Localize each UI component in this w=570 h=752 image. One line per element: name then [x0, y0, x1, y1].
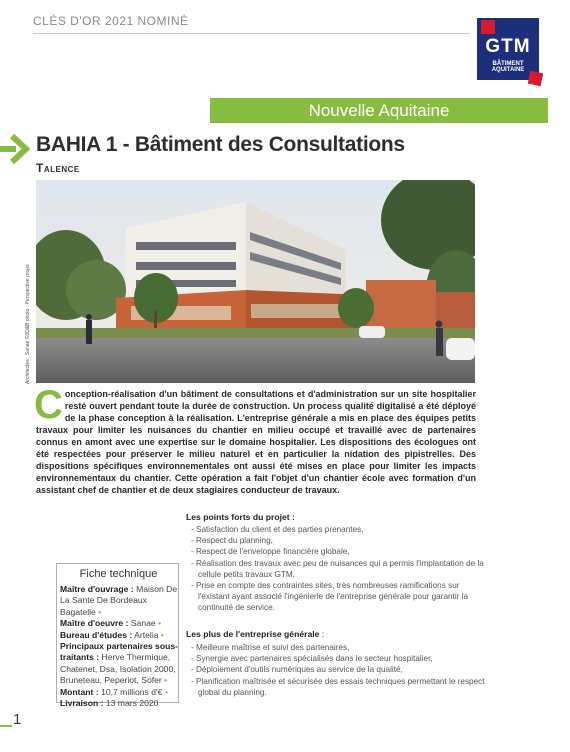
list-item: - Satisfaction du client et des parties prenantes, [191, 525, 364, 534]
region-banner: Nouvelle Aquitaine [210, 98, 548, 123]
intro-paragraph [34, 383, 476, 496]
project-rendering-image [36, 180, 475, 383]
fiche-item-amount: Montant : 10,7 millions d'€ • [60, 686, 168, 697]
list-item: - Réalisation des travaux avec peu de nuisances qui a permis l'implantation de la cellule petits travaux GTM, [191, 558, 484, 579]
list-item: - Respect de l'enveloppe financière globale, [191, 547, 350, 557]
fiche-item-delivery: Livraison : 13 mars 2020 [60, 698, 159, 709]
advantages-title: Les plus de l'entreprise générale : [186, 629, 325, 639]
logo-red-square [481, 20, 495, 34]
award-label: CLÉS D'OR 2021 NOMINÉ [33, 14, 189, 28]
logo-cube-icon [528, 71, 543, 86]
list-item: - Respect du planning, [191, 536, 273, 546]
footer-accent-line [0, 725, 12, 727]
arrow-right-icon [0, 133, 30, 165]
technical-sheet-body [60, 584, 180, 709]
fiche-item-owner: Maître d'ouvrage : Maison De La Sante De Bordeaux Bagatelle • [60, 584, 178, 617]
logo-text: GTM [485, 36, 531, 57]
strengths-list [188, 524, 488, 614]
page-number: 1 [13, 711, 22, 728]
technical-sheet-box [56, 563, 179, 709]
fiche-item-subcontractors: Principaux partenaires sous-traitants : Herve Thermique, Chatenet, Dsa, Isolation 2000, Bruneteau, Peperiot, Sofer • [60, 641, 178, 686]
drop-cap: C [34, 383, 63, 427]
project-title: BAHIA 1 - Bâtiment des Consultations [36, 133, 405, 156]
advantages-list [188, 642, 488, 698]
photo-credit: Architectes : Sanaé ©3D&B photo : Perspective projet [25, 264, 31, 384]
project-location: Talence [36, 161, 80, 175]
list-item: - Synergie avec partenaires spécialisés dans le secteur hospitalier, [191, 654, 433, 664]
gtm-logo [477, 18, 539, 80]
list-item: - Déploiement d'outils numériques au service de la qualité, [191, 665, 403, 675]
fiche-item-engineering: Bureau d'études : Artelia • [60, 629, 164, 640]
header-divider [33, 33, 470, 34]
technical-sheet-title: Fiche technique [79, 568, 158, 580]
list-item: - Prise en compte des contraintes sites, très nombreuses ramifications sur l'existant ayant associé l'ingénierie de l'entreprise générale pour garantir la continuité de service. [191, 581, 469, 613]
list-item: - Planification maîtrisée et sécurisée des essais techniques permettant le respect global du planning. [191, 676, 485, 697]
logo-subtext: BÂTIMENT AQUITAINE [491, 61, 525, 73]
intro-text: onception-réalisation d'un bâtiment de consultations et d'administration sur un site hospitalier resté ouvert pendant toute la durée de construction. Un process qualité digitalisé a été déployé de la phase conception à la réalisation. L'entreprise générale a mis en place des équipes petits travaux pour limiter les nuisances du chantier en milieu occupé et travaillé avec de partenaires connus en amont avec une expertise sur le domaine hospitalier. Les dispositions des écologues ont été respectées pour préserver le milieu naturel et en particulier la nidation des pipistrelles. Des dispositions spécifiques environnementales ont aussi été mises en place pour limiter les impacts environnementaux du chantier. Cette opération a fait l'objet d'un chantier école avec formation d'un assistant chef de chantier et de deux stagiaires conducteur de travaux. [36, 389, 476, 495]
list-item: - Meilleure maîtrise et suivi des partenaires, [191, 643, 350, 652]
fiche-item-architect: Maître d'oeuvre : Sanae • [60, 618, 162, 629]
strengths-title: Les points forts du projet : [186, 512, 295, 522]
